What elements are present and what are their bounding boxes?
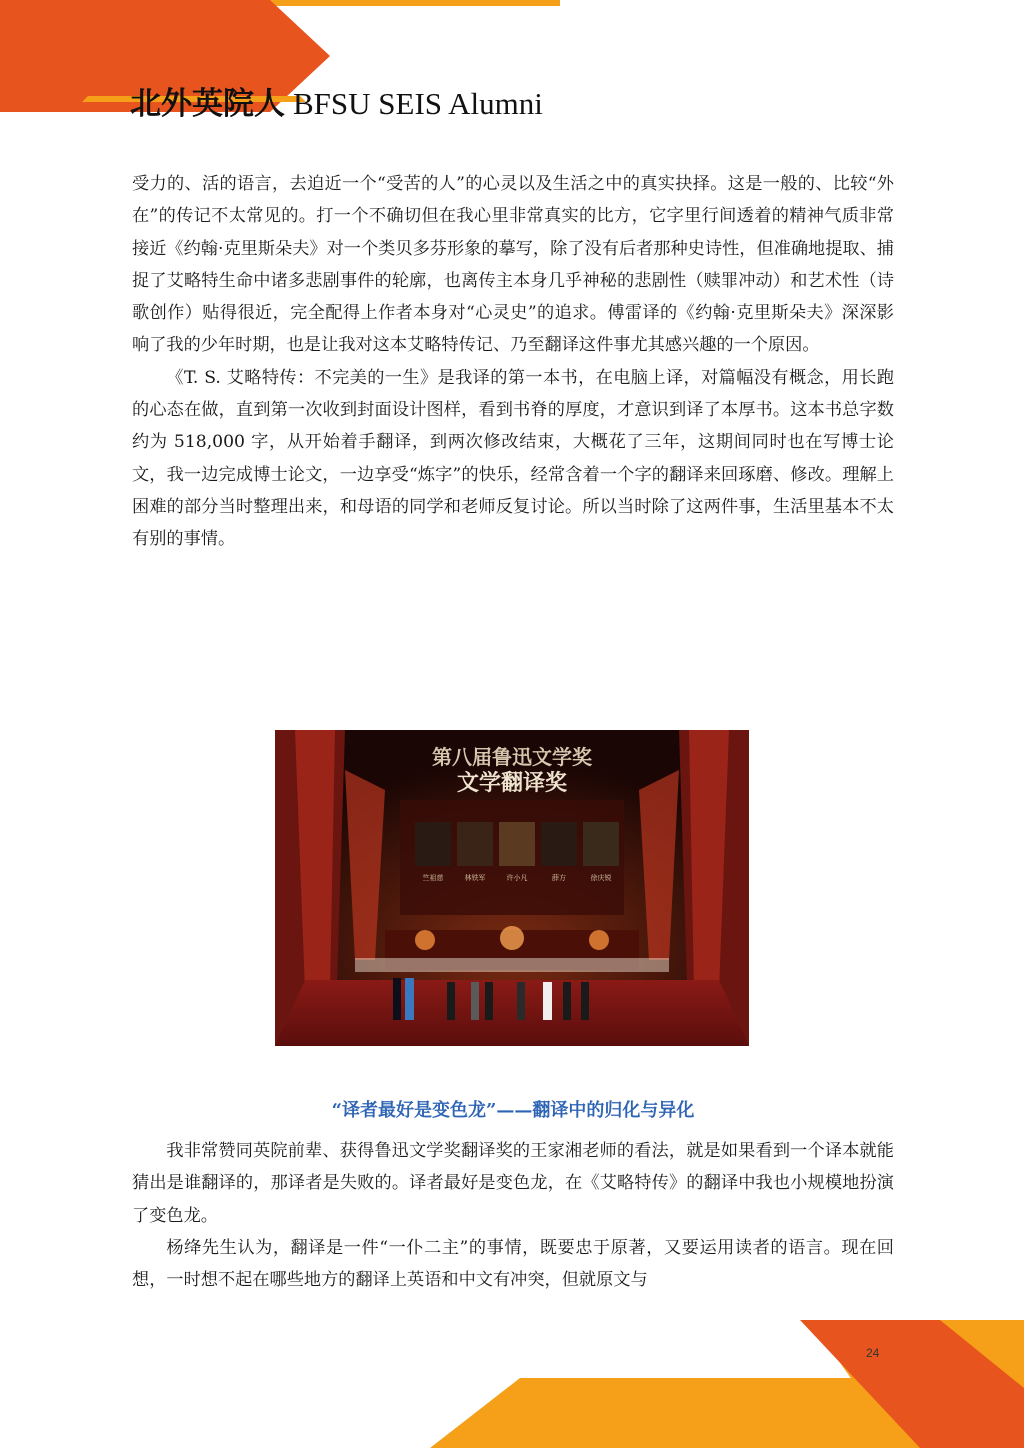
- article-body-bottom: [132, 1135, 894, 1296]
- bottom-right-decoration: [430, 1320, 1024, 1448]
- winner-name-5: 徐庆锐: [590, 874, 612, 882]
- paragraph-1: 受力的、活的语言，去迫近一个“受苦的人”的心灵以及生活之中的真实抉择。这是一般的、比较“外在”的传记不太常见的。打一个不确切但在我心里非常真实的比方，它字里行间透着的精神气质非常接近《约翰·克里斯朵夫》对一个类贝多芬形象的摹写，除了没有后者那种史诗性，但准确地提取、捕捉了艾略特生命中诸多悲剧事件的轮廓，也离传主本身几乎神秘的悲剧性（赎罪冲动）和艺术性（诗歌创作）贴得很近，完全配得上作者本身对“心灵史”的追求。傅雷译的《约翰·克里斯朵夫》深深影响了我的少年时期，也是让我对这本艾略特传记、乃至翻译这件事尤其感兴趣的一个原因。: [132, 174, 894, 356]
- page-number: 24: [866, 1346, 880, 1360]
- article-body-top: [132, 168, 894, 556]
- paragraph-3: 我非常赞同英院前辈、获得鲁迅文学奖翻译奖的王家湘老师的看法，就是如果看到一个译本就能猜出是谁翻译的，那译者是失败的。译者最好是变色龙，在《艾略特传》的翻译中我也小规模地扮演了变色龙。: [132, 1141, 894, 1226]
- winner-name-3: 许小凡: [506, 874, 528, 882]
- section-heading: “译者最好是变色龙”——翻译中的归化与异化: [331, 1100, 695, 1121]
- header-title: [130, 78, 543, 123]
- paragraph-2: 《T. S. 艾略特传：不完美的一生》是我译的第一本书，在电脑上译，对篇幅没有概念，用长跑的心态在做，直到第一次收到封面设计图样，看到书脊的厚度，才意识到译了本厚书。这本书总字数约为 518,000 字，从开始着手翻译，到两次修改结束，大概花了三年，这期间同时也在写博士论文，我一边完成博士论文，一边享受“炼字”的快乐，经常含着一个字的翻译来回琢磨、修改。理解上困难的部分当时整理出来，和母语的同学和老师反复讨论。所以当时除了这两件事，生活里基本不太有别的事情。: [132, 367, 894, 550]
- header-title-en: BFSU SEIS Alumni: [293, 86, 543, 121]
- winner-name-4: 薛方: [552, 874, 566, 882]
- paragraph-4: 杨绛先生认为，翻译是一件“一仆二主”的事情，既要忠于原著，又要运用读者的语言。现在回想，一时想不起在哪些地方的翻译上英语和中文有冲突，但就原文与: [132, 1237, 894, 1291]
- winner-name-1: 竺祖慈: [422, 874, 444, 882]
- banner-line-2: 文学翻译奖: [456, 770, 568, 796]
- header-title-cn: 北外英院人: [130, 86, 285, 121]
- banner-line-1: 第八届鲁迅文学奖: [432, 745, 592, 769]
- award-ceremony-photo: [275, 730, 749, 1046]
- winner-name-2: 林铁军: [464, 874, 486, 882]
